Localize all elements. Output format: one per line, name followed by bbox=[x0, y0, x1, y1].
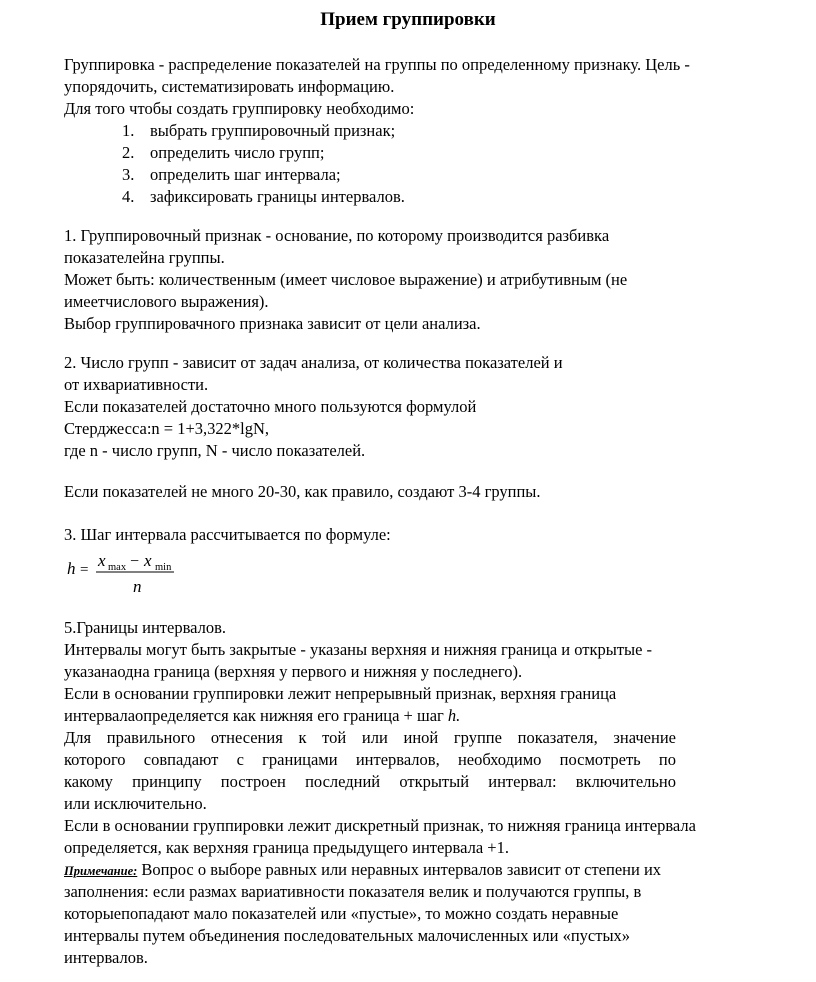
justified-line: Для правильного отнесения к той или иной группе показателя, значение bbox=[64, 728, 676, 747]
list-text: выбрать группировочный признак; bbox=[150, 121, 396, 140]
note-first-line bbox=[64, 859, 784, 881]
section-note-few bbox=[64, 481, 784, 503]
section-heading: 3. Шаг интервала рассчитывается по формуле: bbox=[64, 525, 391, 544]
section-line: Выбор группировачного признака зависит от цели анализа. bbox=[64, 314, 481, 333]
section-interval-bounds bbox=[64, 617, 784, 859]
section-line: 2. Число групп - зависит от задач анализа, от количества показателей и bbox=[64, 353, 563, 372]
section-line: Может быть: количественным (имеет числовое выражение) и атрибутивным (не bbox=[64, 270, 628, 289]
formula-x-min: x bbox=[144, 551, 152, 570]
intro-line: Для того чтобы создать группировку необходимо: bbox=[64, 99, 415, 118]
section-line: показателейна группы. bbox=[64, 248, 225, 267]
section-line: определяется, как верхняя граница предыдущего интервала +1. bbox=[64, 838, 509, 857]
justified-line: которого совпадают с границами интервалов, необходимо посмотреть по bbox=[64, 750, 676, 769]
step-variable: h. bbox=[447, 706, 461, 725]
justified-line: какому принципу построен последний открытый интервал: включительно bbox=[64, 772, 676, 791]
list-text: зафиксировать границы интервалов. bbox=[150, 187, 405, 206]
section-line: указанаодна граница (верхняя у первого и нижняя у последнего). bbox=[64, 662, 523, 681]
list-item bbox=[94, 186, 784, 208]
list-number: 1. bbox=[122, 121, 135, 140]
section-line: где n - число групп, N - число показателей. bbox=[64, 441, 366, 460]
section-number-of-groups bbox=[64, 352, 784, 462]
list-item bbox=[94, 120, 784, 142]
line-text: интервалаопределяется как нижняя его граница + шаг bbox=[64, 706, 448, 725]
list-text: определить число групп; bbox=[150, 143, 325, 162]
formula-x-max: x bbox=[98, 551, 106, 570]
list-text: определить шаг интервала; bbox=[150, 165, 341, 184]
section-line: Стерджесса:n = 1+3,322*lgN, bbox=[64, 419, 270, 438]
note-line: заполнения: если размах вариативности показателя велик и получаются группы, в bbox=[64, 882, 642, 901]
formula-equals: = bbox=[80, 562, 89, 578]
section-line: Если в основании группировки лежит непрерывный признак, верхняя граница bbox=[64, 684, 617, 703]
intro-line: Группировка - распределение показателей на группы по определенному признаку. Цель - bbox=[64, 55, 690, 74]
section-line: от ихвариативности. bbox=[64, 375, 209, 394]
list-number: 3. bbox=[122, 165, 135, 184]
list-item bbox=[94, 142, 784, 164]
list-number: 4. bbox=[122, 187, 135, 206]
note-line: интервалов. bbox=[64, 948, 148, 967]
note-label: Примечание: bbox=[64, 864, 138, 878]
formula-h: h bbox=[67, 559, 76, 578]
section-line: или исключительно. bbox=[64, 794, 207, 813]
section-line: Если показателей достаточно много пользуются формулой bbox=[64, 397, 477, 416]
formula-denominator: n bbox=[133, 577, 142, 596]
list-number: 2. bbox=[122, 143, 135, 162]
formula-minus: − bbox=[130, 553, 140, 570]
steps-list bbox=[64, 120, 784, 208]
note-text: Вопрос о выборе равных или неравных интервалов зависит от степени их bbox=[137, 860, 662, 879]
note-paragraph bbox=[64, 859, 784, 969]
note-line: которыепопадают мало показателей или «пустые», то можно создать неравные bbox=[64, 904, 619, 923]
section-line: 1. Группировочный признак - основание, по которому производится разбивка bbox=[64, 226, 610, 245]
section-line: имеетчислового выражения). bbox=[64, 292, 269, 311]
list-item bbox=[94, 164, 784, 186]
section-grouping-attribute bbox=[64, 225, 784, 335]
intro-line: упорядочить, систематизировать информацию. bbox=[64, 77, 395, 96]
interval-step-formula bbox=[64, 548, 204, 598]
section-line: Если показателей не много 20-30, как правило, создают 3-4 группы. bbox=[64, 482, 541, 501]
formula-sub-max: max bbox=[108, 562, 127, 573]
section-line: Интервалы могут быть закрытые - указаны верхняя и нижняя граница и открытые - bbox=[64, 640, 653, 659]
intro-paragraph bbox=[64, 54, 784, 208]
section-interval-step bbox=[64, 524, 784, 546]
section-line bbox=[64, 705, 784, 727]
formula-sub-min: min bbox=[155, 562, 172, 573]
section-line: 5.Границы интервалов. bbox=[64, 618, 227, 637]
page-title: Прием группировки bbox=[320, 9, 496, 30]
note-line: интервалы путем объединения последовательных малочисленных или «пустых» bbox=[64, 926, 631, 945]
section-line: Если в основании группировки лежит дискретный признак, то нижняя граница интервала bbox=[64, 816, 696, 835]
